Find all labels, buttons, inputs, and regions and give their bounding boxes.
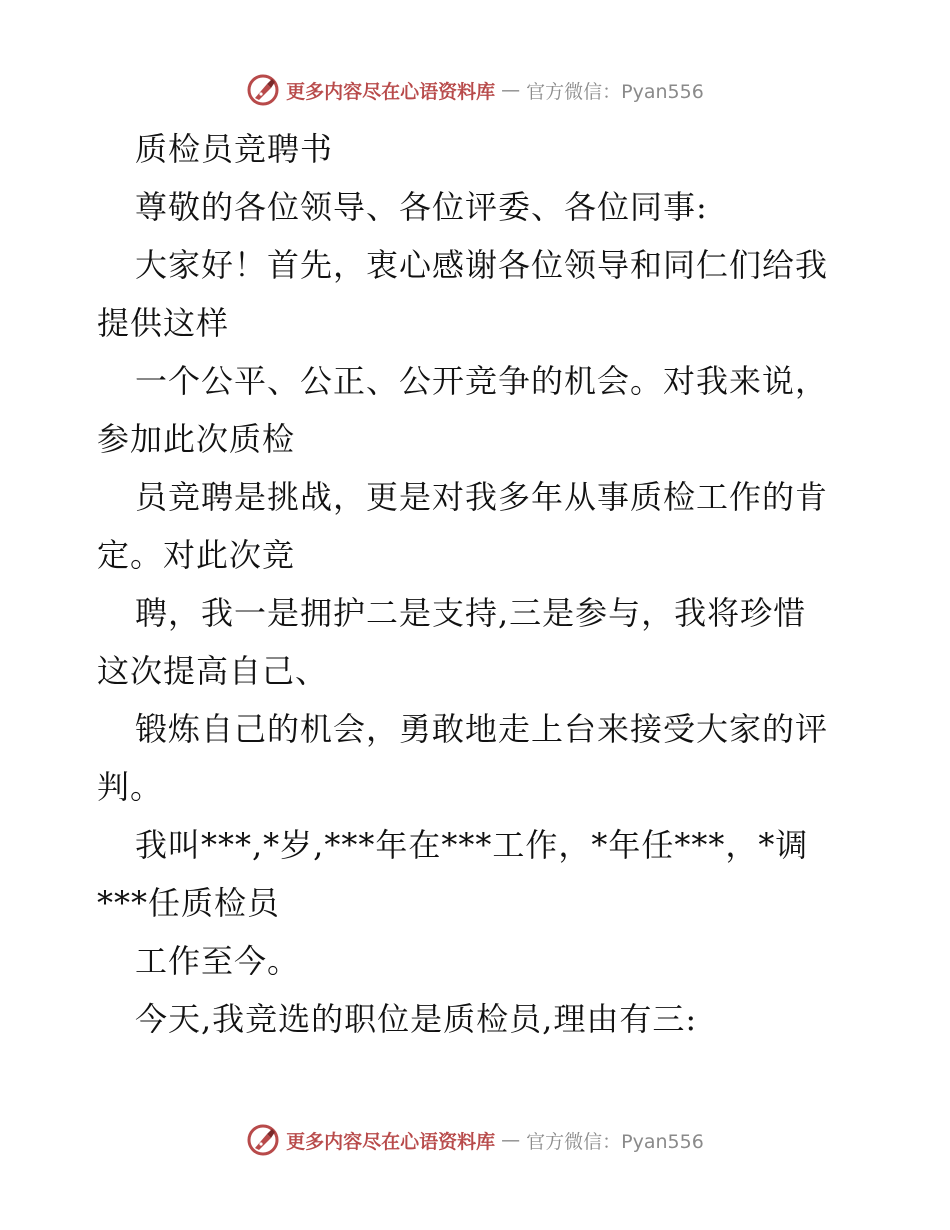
watermark-separator: — <box>501 79 521 101</box>
doc-line: 定。对此次竞 <box>97 536 296 574</box>
doc-line: 提供这样 <box>97 304 230 342</box>
doc-line: 聘，我一是拥护二是支持,三是参与，我将珍惜 <box>135 594 807 632</box>
document-body <box>97 120 857 1048</box>
doc-line: ***任质检员 <box>97 884 281 922</box>
watermark-main-text: 更多内容尽在心语资料库 <box>286 80 496 103</box>
doc-line: 今天,我竞选的职位是质检员,理由有三: <box>135 1000 698 1038</box>
doc-line: 参加此次质检 <box>97 420 296 458</box>
pen-nib-logo-icon <box>246 1123 280 1157</box>
doc-line: 锻炼自己的机会，勇敢地走上台来接受大家的评 <box>135 710 829 748</box>
footer-watermark <box>0 1120 950 1160</box>
pen-nib-logo-icon <box>246 73 280 107</box>
doc-line: 工作至今。 <box>135 942 301 980</box>
doc-line: 尊敬的各位领导、各位评委、各位同事: <box>135 188 708 226</box>
doc-line: 这次提高自己、 <box>97 652 329 690</box>
doc-line: 我叫***,*岁,***年在***工作，*年任***，*调 <box>135 826 809 864</box>
watermark-main-text: 更多内容尽在心语资料库 <box>286 1130 496 1153</box>
watermark-wechat-text: 官方微信：Pyan556 <box>526 1130 704 1153</box>
doc-line: 员竞聘是挑战，更是对我多年从事质检工作的肯 <box>135 478 829 516</box>
doc-line: 大家好！首先，衷心感谢各位领导和同仁们给我 <box>135 246 829 284</box>
doc-line: 判。 <box>97 768 164 806</box>
header-watermark <box>0 70 950 110</box>
watermark-separator: — <box>501 1129 521 1151</box>
doc-line: 一个公平、公正、公开竞争的机会。对我来说， <box>135 362 829 400</box>
watermark-wechat-text: 官方微信：Pyan556 <box>526 80 704 103</box>
doc-title: 质检员竞聘书 <box>135 130 334 168</box>
